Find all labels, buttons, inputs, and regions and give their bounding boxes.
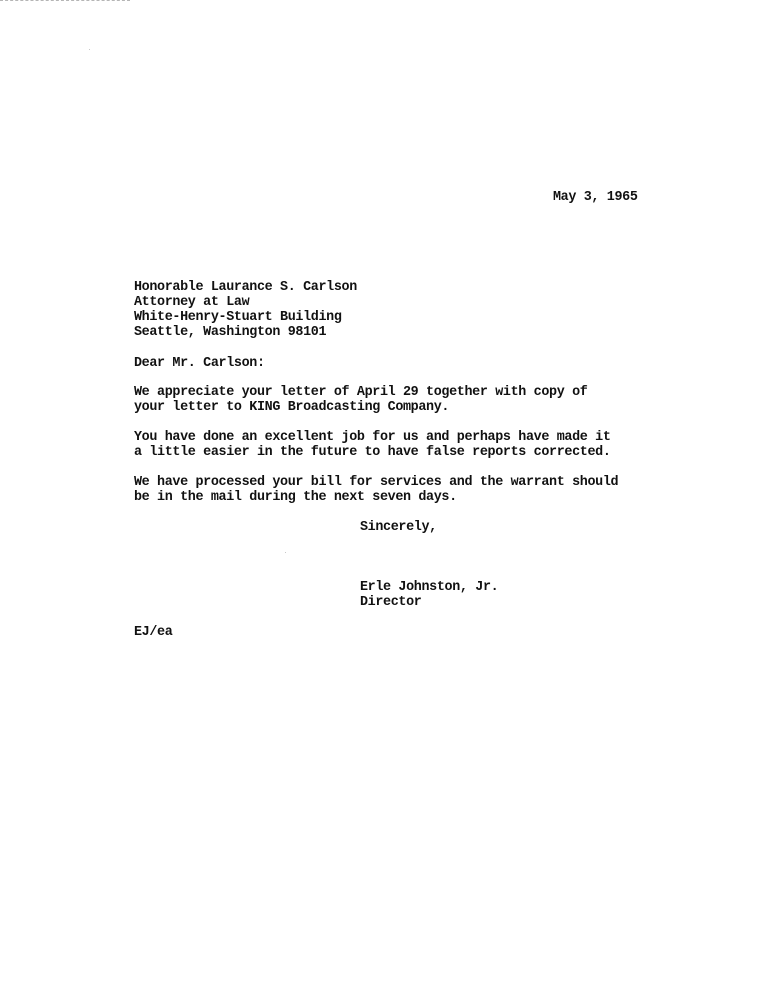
- signer-title: Director: [360, 595, 422, 610]
- recipient-city: Seattle, Washington 98101: [134, 325, 327, 340]
- reference-initials: [134, 625, 172, 640]
- paragraph-1: [134, 385, 587, 415]
- scan-speck: [285, 552, 286, 553]
- recipient-address: [134, 280, 357, 340]
- closing-text: Sincerely,: [360, 520, 437, 535]
- salutation: [134, 356, 265, 371]
- scan-speck: [89, 49, 90, 50]
- salutation-text: Dear Mr. Carlson:: [134, 356, 265, 371]
- recipient-title: Attorney at Law: [134, 295, 250, 310]
- paragraph-2: [134, 430, 611, 460]
- paragraph-line: be in the mail during the next seven days.: [134, 490, 457, 505]
- recipient-name: Honorable Laurance S. Carlson: [134, 280, 357, 295]
- recipient-building: White-Henry-Stuart Building: [134, 310, 342, 325]
- paragraph-line: a little easier in the future to have false reports corrected.: [134, 445, 611, 460]
- paragraph-line: We appreciate your letter of April 29 together with copy of: [134, 385, 588, 400]
- paragraph-line: We have processed your bill for services and the warrant should: [134, 475, 619, 490]
- signer-name: Erle Johnston, Jr.: [360, 580, 499, 595]
- signature-block: [360, 580, 498, 610]
- closing: [360, 520, 437, 535]
- scan-edge-marks: [0, 0, 130, 3]
- reference-initials-text: EJ/ea: [134, 625, 173, 640]
- paragraph-3: [134, 475, 618, 505]
- letter-date: May 3, 1965: [553, 190, 638, 205]
- paragraph-line: your letter to KING Broadcasting Company.: [134, 400, 450, 415]
- paragraph-line: You have done an excellent job for us and perhaps have made it: [134, 430, 611, 445]
